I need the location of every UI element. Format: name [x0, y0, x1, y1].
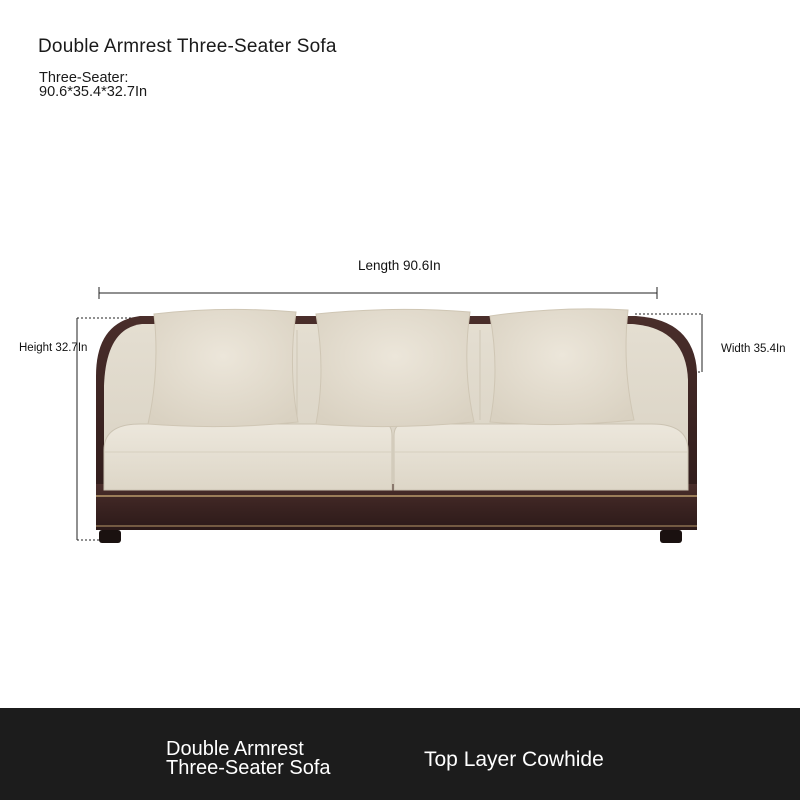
throw-pillow-center [316, 309, 474, 426]
product-title: Double Armrest Three-Seater Sofa [38, 36, 337, 57]
footer-banner [0, 708, 800, 800]
width-label: Width 35.4In [721, 343, 786, 355]
spec-label: Three-Seater: [39, 70, 129, 86]
length-label: Length 90.6In [358, 258, 441, 273]
footer-product-name [166, 740, 331, 778]
footer-material: Top Layer Cowhide [424, 748, 604, 771]
footer-name-line1: Double Armrest [166, 738, 304, 760]
height-label: Height 32.7In [19, 342, 88, 354]
throw-pillow-left [148, 309, 298, 426]
footer-name-line2: Three-Seater Sofa [166, 757, 331, 779]
spec-dimensions: 90.6*35.4*32.7In [39, 84, 148, 100]
sofa-foot-left [99, 530, 121, 543]
length-dimension-line [99, 287, 657, 299]
sofa-foot-right [660, 530, 682, 543]
sofa-base [96, 484, 697, 530]
seat-cushion-right [394, 424, 688, 490]
seat-cushion-left [104, 424, 392, 490]
throw-pillow-right [490, 309, 634, 425]
